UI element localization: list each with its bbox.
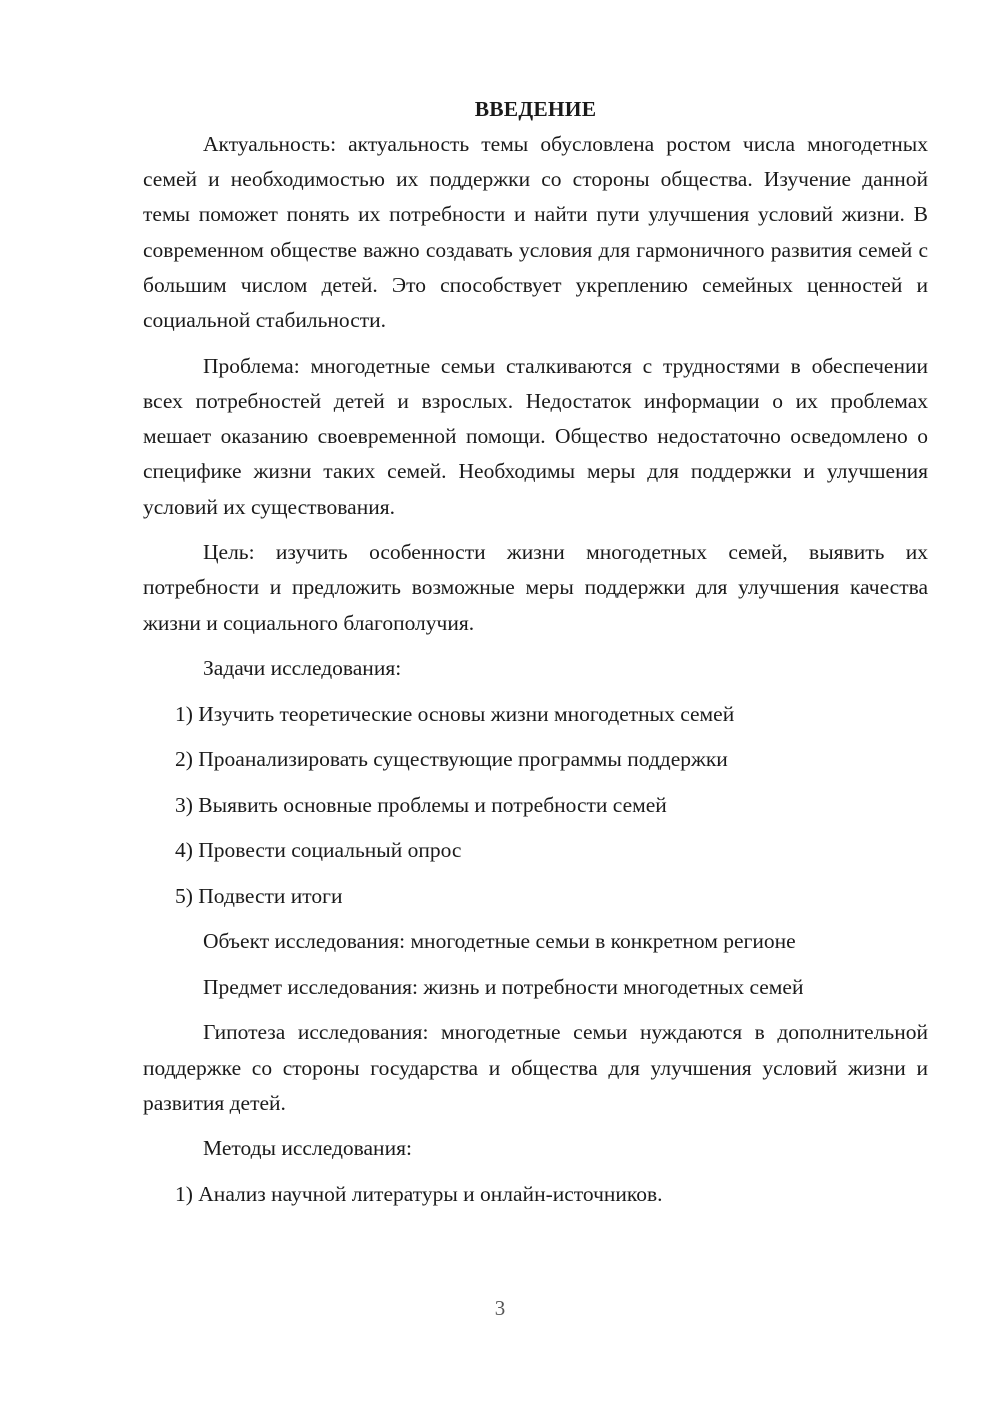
document-page [143,92,928,1222]
problem-paragraph: Проблема: многодетные семьи сталкиваются с трудностями в обеспечении всех потребностей детей и взрослых. Недостаток информации о их проблемах мешает оказанию своевременной помощи. Общество недостаточно осведомлено о специфике жизни таких семей. Необходимы меры для поддержки и улучшения условий их существования. [143,353,928,519]
method-item: 1) Анализ научной литературы и онлайн-источников. [175,1181,663,1206]
methods-heading: Методы исследования: [203,1136,412,1161]
page-title: ВВЕДЕНИЕ [474,97,597,121]
object-line: Объект исследования: многодетные семьи в конкретном регионе [203,929,796,954]
task-item: 3) Выявить основные проблемы и потребности семей [175,792,667,817]
task-item: 4) Провести социальный опрос [175,838,462,863]
subject-line: Предмет исследования: жизнь и потребности многодетных семей [203,974,804,999]
relevance-paragraph: Актуальность: актуальность темы обусловлена ростом числа многодетных семей и необходимостью их поддержки со стороны общества. Изучение данной темы поможет понять их потребности и найти пути улучшения условий жизни. В современном обществе важно создавать условия для гармоничного развития семей с большим числом детей. Это способствует укреплению семейных ценностей и социальной стабильности. [143,132,928,333]
goal-paragraph: Цель: изучить особенности жизни многодетных семей, выявить их потребности и предложить возможные меры поддержки для улучшения качества жизни и социального благополучия. [143,540,928,635]
task-item: 2) Проанализировать существующие программы поддержки [175,747,728,772]
hypothesis-paragraph: Гипотеза исследования: многодетные семьи нуждаются в дополнительной поддержке со стороны государства и общества для улучшения условий жизни и развития детей. [143,1020,928,1115]
task-item: 1) Изучить теоретические основы жизни многодетных семей [175,701,735,726]
page-number: 3 [494,1296,506,1320]
task-item: 5) Подвести итоги [175,883,343,908]
tasks-heading: Задачи исследования: [203,656,402,681]
